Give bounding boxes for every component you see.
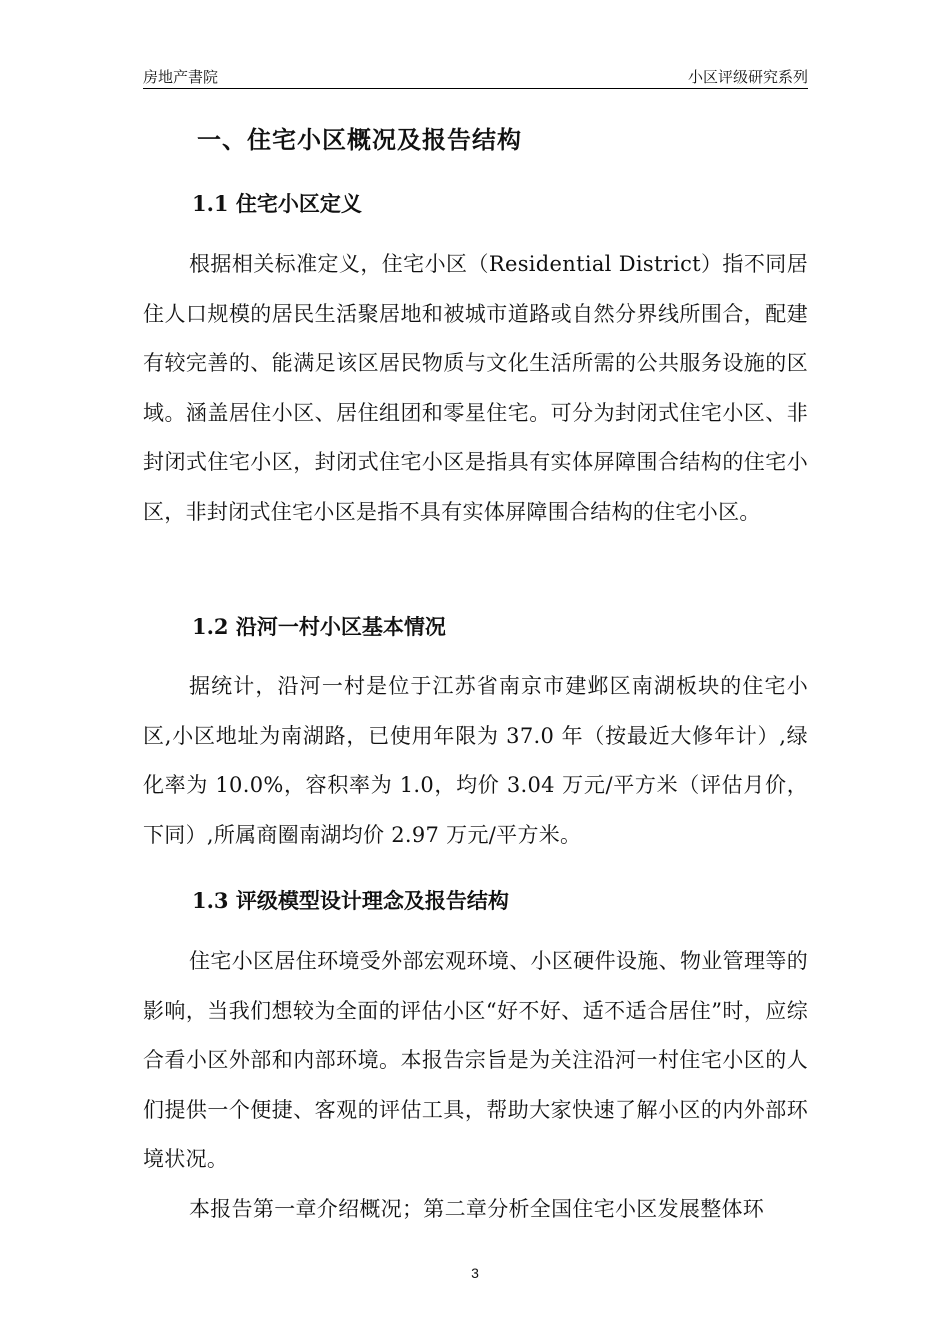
section-title: 一、住宅小区概况及报告结构 bbox=[197, 125, 522, 154]
header-series: 小区评级研究系列 bbox=[687, 68, 808, 86]
page-number: 3 bbox=[471, 1265, 479, 1281]
subsection-heading-1-1: 1.1 住宅小区定义 bbox=[192, 191, 362, 216]
header-publisher: 房地产書院 bbox=[143, 68, 219, 86]
paragraph-model-design: 住宅小区居住环境受外部宏观环境、小区硬件设施、物业管理等的影响，当我们想较为全面的评估小区“好不好、适不适合居住”时，应综合看小区外部和内部环境。本报告宗旨是为关注沿河一村住宅小区的人们提供一个便捷、客观的评估工具，帮助大家快速了解小区的内外部环境状况。 bbox=[143, 949, 808, 1171]
paragraph-report-structure: 本报告第一章介绍概况；第二章分析全国住宅小区发展整体环 bbox=[189, 1197, 765, 1221]
paragraph-definition: 根据相关标准定义，住宅小区（Residential District）指不同居住人口规模的居民生活聚居地和被城市道路或自然分界线所围合，配建有较完善的、能满足该区居民物质与文化生活所需的公共服务设施的区域。涵盖居住小区、居住组团和零星住宅。可分为封闭式住宅小区、非封闭式住宅小区，封闭式住宅小区是指具有实体屏障围合结构的住宅小区，非封闭式住宅小区是指不具有实体屏障围合结构的住宅小区。 bbox=[143, 252, 808, 524]
page-header bbox=[143, 66, 808, 88]
paragraph-basic-info: 据统计，沿河一村是位于江苏省南京市建邺区南湖板块的住宅小区,小区地址为南湖路，已使用年限为 37.0 年（按最近大修年计）,绿化率为 10.0%，容积率为 1.0，均价 3.04 万元/平方米（评估月价，下同）,所属商圈南湖均价 2.97 万元/平方米。 bbox=[143, 674, 808, 847]
subsection-heading-1-2: 1.2 沿河一村小区基本情况 bbox=[192, 614, 446, 639]
subsection-heading-1-3: 1.3 评级模型设计理念及报告结构 bbox=[192, 888, 509, 913]
header-rule bbox=[143, 88, 808, 89]
